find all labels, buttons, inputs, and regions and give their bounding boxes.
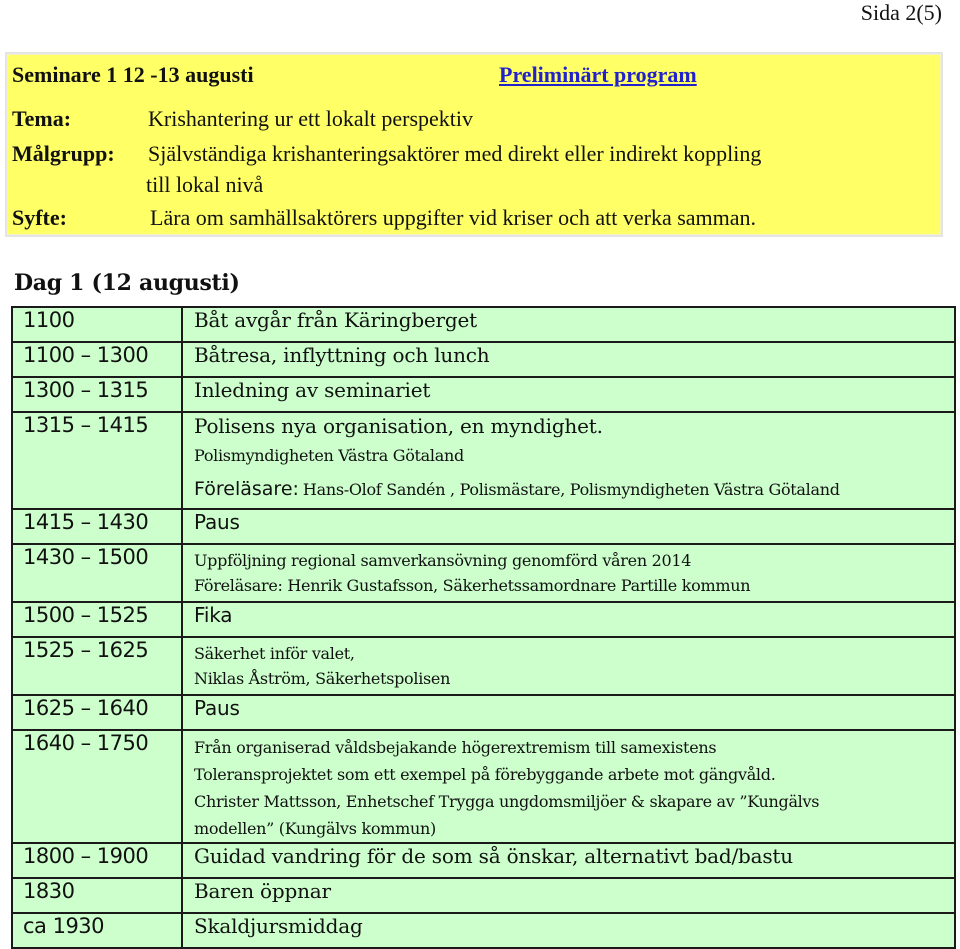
lecturer-text: Hans-Olof Sandén , Polismästare, Polismyndigheten Västra Götaland [302, 480, 840, 499]
activity-text: Guidad vandring för de som så önskar, alternativt bad/bastu [194, 844, 793, 868]
activity-text: Baren öppnar [194, 879, 331, 903]
organization-text: Polismyndigheten Västra Götaland [194, 446, 464, 465]
activity-text: Paus [194, 510, 240, 534]
table-row [12, 342, 955, 377]
time-cell: 1500 – 1525 [12, 602, 182, 637]
time-cell: 1300 – 1315 [12, 377, 182, 412]
activity-cell [182, 307, 955, 342]
audience-text-line2: till lokal nivå [146, 172, 264, 197]
theme-label: Tema: [12, 106, 72, 131]
activity-text: Fika [194, 603, 233, 627]
seminar-title: Seminare 1 12 -13 augusti [12, 62, 254, 87]
activity-cell [182, 377, 955, 412]
time-cell: 1415 – 1430 [12, 509, 182, 544]
activity-text: Uppföljning regional samverkansövning genomförd våren 2014 [194, 551, 692, 570]
speaker-text: modellen” (Kungälvs kommun) [194, 819, 436, 838]
theme-text: Krishantering ur ett lokalt perspektiv [148, 106, 474, 131]
table-row [12, 695, 955, 730]
activity-cell [182, 544, 955, 602]
page-number: Sida 2(5) [860, 0, 942, 25]
activity-text: Inledning av seminariet [194, 378, 431, 402]
activity-cell [182, 878, 955, 913]
day-heading: Dag 1 (12 augusti) [14, 270, 240, 296]
table-row [12, 602, 955, 637]
speaker-text: Christer Mattsson, Enhetschef Trygga ungdomsmiljöer & skapare av ”Kungälvs [194, 792, 820, 811]
activity-cell [182, 342, 955, 377]
time-cell: 1100 [12, 307, 182, 342]
activity-cell [182, 412, 955, 509]
purpose-text: Lära om samhällsaktörers uppgifter vid kriser och att verka samman. [150, 205, 757, 230]
activity-cell [182, 509, 955, 544]
table-row [12, 913, 955, 948]
preliminary-program-link[interactable]: Preliminärt program [499, 62, 697, 87]
lecturer-label: Föreläsare: [194, 478, 299, 500]
activity-cell [182, 637, 955, 695]
activity-cell [182, 843, 955, 878]
table-row [12, 377, 955, 412]
activity-cell [182, 602, 955, 637]
time-cell: 1830 [12, 878, 182, 913]
table-row [12, 544, 955, 602]
audience-text-line1: Självständiga krishanteringsaktörer med direkt eller indirekt koppling [148, 141, 762, 166]
speaker-text: Niklas Åström, Säkerhetspolisen [194, 669, 451, 688]
lecturer-text: Föreläsare: Henrik Gustafsson, Säkerhetssamordnare Partille kommun [194, 576, 751, 595]
activity-cell [182, 913, 955, 948]
time-cell: 1100 – 1300 [12, 342, 182, 377]
activity-text: Toleransprojektet som ett exempel på förebyggande arbete mot gängvåld. [194, 765, 776, 784]
time-cell: 1640 – 1750 [12, 730, 182, 843]
table-row [12, 843, 955, 878]
table-row [12, 412, 955, 509]
activity-text: Säkerhet inför valet, [194, 644, 355, 663]
schedule-table [11, 306, 956, 949]
time-cell: 1525 – 1625 [12, 637, 182, 695]
time-cell: 1625 – 1640 [12, 695, 182, 730]
activity-text: Paus [194, 696, 240, 720]
activity-text: Från organiserad våldsbejakande högerextremism till samexistens [194, 738, 717, 757]
time-cell: 1430 – 1500 [12, 544, 182, 602]
activity-text: Båt avgår från Käringberget [194, 308, 477, 332]
table-row [12, 509, 955, 544]
purpose-label: Syfte: [12, 205, 67, 230]
table-row [12, 307, 955, 342]
table-row [12, 637, 955, 695]
table-row [12, 730, 955, 843]
activity-text: Skaldjursmiddag [194, 914, 363, 938]
activity-cell [182, 730, 955, 843]
time-cell: ca 1930 [12, 913, 182, 948]
time-cell: 1800 – 1900 [12, 843, 182, 878]
activity-text: Polisens nya organisation, en myndighet. [194, 414, 603, 438]
activity-text: Båtresa, inflyttning och lunch [194, 343, 490, 367]
activity-cell [182, 695, 955, 730]
audience-label: Målgrupp: [12, 141, 115, 166]
time-cell: 1315 – 1415 [12, 412, 182, 509]
table-row [12, 878, 955, 913]
